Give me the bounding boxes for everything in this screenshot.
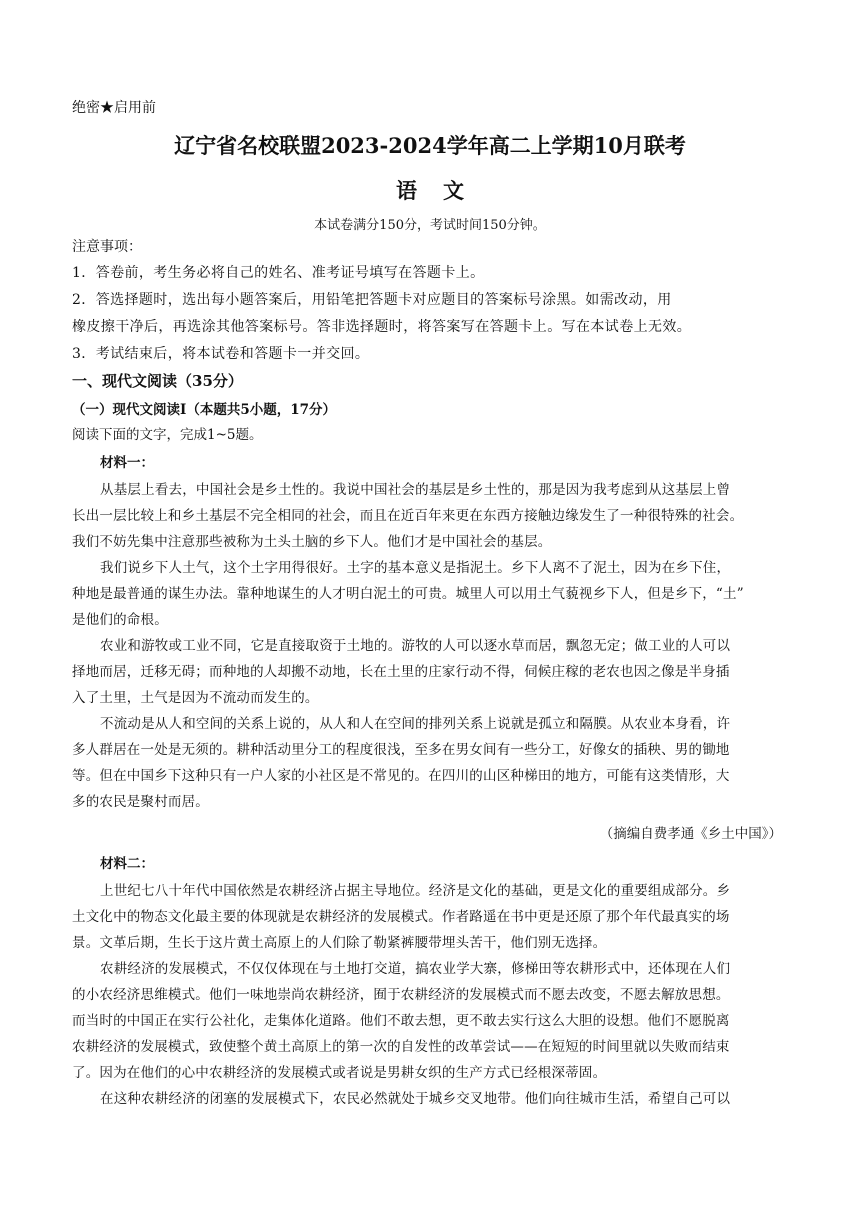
paragraph-line: 长出一层比较上和乡土基层不完全相同的社会，而且在近百年来更在东西方接触边缘发生了一种很特殊的社会。 [72,508,744,524]
confidential-label: 绝密★启用前 [72,100,156,116]
paragraph-line: 多的农民是聚村而居。 [72,794,209,810]
section-heading: 一、现代文阅读（35分） [72,372,243,390]
paragraph-line: 农业和游牧或工业不同，它是直接取资于土地的。游牧的人可以逐水草而居，飘忽无定；做工业的人可以 [100,638,731,654]
paragraph-line: 多人群居在一处是无须的。耕种活动里分工的程度很浅，至多在男女间有一些分工，好像女的插秧、男的锄地 [72,742,730,758]
paragraph-line: 从基层上看去，中国社会是乡土性的。我说中国社会的基层是乡土性的，那是因为我考虑到从这基层上曾 [100,482,731,498]
paragraph-line: 土文化中的物态文化最主要的体现就是农耕经济的发展模式。作者路遥在书中更是还原了那个年代最真实的场 [72,909,730,925]
exam-title: 辽宁省名校联盟2023-2024学年高二上学期10月联考 [174,133,686,158]
paragraph-line: 上世纪七八十年代中国依然是农耕经济占据主导地位。经济是文化的基础，更是文化的重要组成部分。乡 [100,883,731,899]
paragraph-line: 等。但在中国乡下这种只有一户人家的小社区是不常见的。在四川的山区种梯田的地方，可能有这类情形，大 [72,768,730,784]
paragraph-line: 是他们的命根。 [72,612,168,628]
paragraph-line: 入了土里，土气是因为不流动而发生的。 [72,690,319,706]
source-citation: （摘编自费孝通《乡土中国》） [599,826,782,842]
score-info: 本试卷满分150分，考试时间150分钟。 [314,218,546,233]
material-label: 材料一： [100,455,154,471]
material-label: 材料二： [100,856,154,872]
paragraph-line: 了。因为在他们的心中农耕经济的发展模式或者说是男耕女织的生产方式已经根深蒂固。 [72,1065,607,1081]
paragraph-line: 择地而居，迁移无碍；而种地的人却搬不动地，长在土里的庄家行动不得，伺候庄稼的老农也因之像是半身插 [72,664,730,680]
paragraph-line: 我们说乡下人土气，这个土字用得很好。土字的基本意义是指泥土。乡下人离不了泥土，因为在乡下住， [100,560,731,576]
notice-line: 3．考试结束后，将本试卷和答题卡一并交回。 [72,346,370,362]
paragraph-line: 的小农经济思维模式。他们一味地崇尚农耕经济，囿于农耕经济的发展模式而不愿去改变，不愿去解放思想。 [72,987,730,1003]
paragraph-line: 农耕经济的发展模式，不仅仅体现在与土地打交道，搞农业学大寨，修梯田等农耕形式中，还体现在人们 [100,961,731,977]
paragraph-line: 景。文革后期，生长于这片黄土高原上的人们除了勒紧裤腰带埋头苦干，他们别无选择。 [72,935,607,951]
reading-instruction: 阅读下面的文字，完成1~5题。 [72,427,263,443]
paragraph-line: 在这种农耕经济的闭塞的发展模式下，农民必然就处于城乡交叉地带。他们向往城市生活，希望自己可以 [100,1091,731,1107]
notice-heading: 注意事项： [72,239,142,255]
notice-line: 2．答选择题时，选出每小题答案后，用铅笔把答题卡对应题目的答案标号涂黑。如需改动，用 [72,292,672,308]
paragraph-line: 种地是最普通的谋生办法。靠种地谋生的人才明白泥土的可贵。城里人可以用土气藐视乡下人，但是乡下，“土” [72,586,744,602]
paragraph-line: 不流动是从人和空间的关系上说的，从人和人在空间的排列关系上说就是孤立和隔膜。从农业本身看，许 [100,716,731,732]
paragraph-line: 而当时的中国正在实行公社化，走集体化道路。他们不敢去想，更不敢去实行这么大胆的设想。他们不愿脱离 [72,1013,730,1029]
notice-line: 1．答卷前，考生务必将自己的姓名、准考证号填写在答题卡上。 [72,265,485,281]
notice-line: 橡皮擦干净后，再选涂其他答案标号。答非选择题时，将答案写在答题卡上。写在本试卷上无效。 [72,319,692,335]
subject-title: 语文 [396,178,490,203]
subsection-heading: （一）现代文阅读Ⅰ（本题共5小题，17分） [72,402,336,418]
paragraph-line: 我们不妨先集中注意那些被称为土头土脑的乡下人。他们才是中国社会的基层。 [72,534,552,550]
paragraph-line: 农耕经济的发展模式，致使整个黄土高原上的第一次的自发性的改革尝试——在短短的时间里就以失败而结束 [72,1039,730,1055]
